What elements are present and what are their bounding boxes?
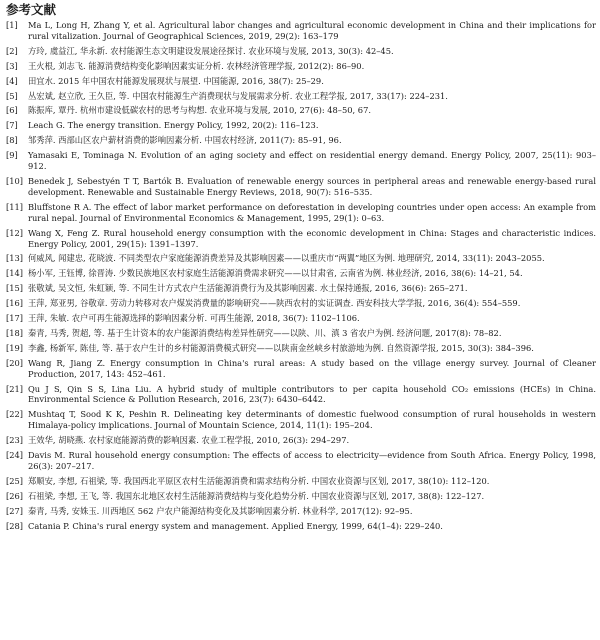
reference-entry [6,46,596,57]
reference-entry [6,228,596,250]
reference-text: 秦青, 马秀, 贺超, 等. 基于生计资本的农户能源消费结构差异性研究——以陕、川、滇 3 省农户为例. 经济问题, 2017(8): 78–82. [28,327,502,338]
reference-text: 郑顺安, 李想, 石祖梁, 等. 我国西北平原区农村生活能源消费和需求结构分析. 中国农业资源与区划, 2017, 38(10): 112–120. [28,475,490,486]
reference-text: 王效华, 胡晓燕. 农村家庭能源消费的影响因素. 农业工程学报, 2010, 26(3): 294–297. [28,435,350,446]
reference-text: 李鑫, 杨新军, 陈佳, 等. 基于农户生计的乡村能源消费模式研究——以陕南金丝峡乡村旅游地为例. 自然资源学报, 2015, 30(3): 384–396. [28,342,534,353]
reference-text: 方玲, 虞益江, 华永新. 农村能源生态文明建设发展途径探讨. 农业环境与发展, 2013, 30(3): 42–45. [28,45,394,56]
reference-text: 田宜水. 2015 年中国农村能源发展现状与展望. 中国能源, 2016, 38(7): 25–29. [28,75,324,86]
reference-number: [22] [6,409,24,420]
reference-number: [15] [6,283,24,294]
reference-number: [26] [6,490,24,501]
reference-number: [2] [6,45,18,56]
reference-entry [6,491,596,502]
reference-text: Yamasaki E, Tominaga N. Evolution of an aging society and effect on residential energy demand. Energy Policy, 2007, 25(11): 903–912. [28,150,596,172]
reference-entry [6,268,596,279]
reference-number: [13] [6,253,24,264]
reference-number: [19] [6,342,24,353]
reference-entry [6,150,596,172]
reference-number: [3] [6,60,18,71]
reference-entry [6,120,596,131]
reference-entry [6,343,596,354]
reference-number: [23] [6,435,24,446]
reference-text: Qu J S, Qin S S, Lina Liu. A hybrid study of multiple contributors to per capita household CO₂ emissions (HCEs) in China. Environmental Science & Pollution Research, 2016, 23(7): 6430–6442. [28,383,596,405]
reference-text: Davis M. Rural household energy consumption: The effects of access to electricity—evidence from South Africa. Energy Policy, 1998, 26(3): 207–217. [28,450,596,471]
reference-number: [1] [6,20,18,30]
reference-text: Ma L, Long H, Zhang Y, et al. Agricultural labor changes and agricultural economic development in China and their implications for rural vitalization. Journal of Geographical Sciences, 2019, 29(2): 163–179 [28,20,596,41]
reference-entry [6,20,596,42]
reference-entry [6,298,596,309]
reference-number: [5] [6,90,18,101]
reference-number: [9] [6,150,18,161]
reference-text: Benedek J, Sebestyén T T, Bartók B. Evaluation of renewable energy sources in peripheral areas and renewable energy-based rural development. Renewable and Sustainable Energy Reviews, 2018, 90(7): 516–535. [28,175,596,197]
reference-entry [6,91,596,102]
reference-number: [7] [6,120,18,131]
references-heading: 参考文献 [6,2,57,17]
reference-entry [6,176,596,198]
reference-list [6,20,596,532]
reference-entry [6,506,596,517]
reference-entry [6,476,596,487]
reference-number: [18] [6,327,24,338]
reference-number: [27] [6,505,24,516]
reference-entry [6,283,596,294]
reference-number: [16] [6,298,24,309]
reference-entry [6,313,596,324]
reference-text: Wang R, Jiang Z. Energy consumption in China's rural areas: A study based on the village energy survey. Journal of Cleaner Production, 2017, 143: 452–461. [28,357,596,379]
reference-number: [4] [6,75,18,86]
reference-number: [20] [6,357,24,368]
reference-number: [8] [6,135,18,146]
reference-number: [6] [6,105,18,116]
reference-text: 陈振库, 覃丹. 杭州市建设低碳农村的思考与构想. 农业环境与发展, 2010, 27(6): 48–50, 67. [28,105,371,116]
reference-entry [6,61,596,72]
reference-number: [28] [6,520,24,531]
reference-text: Bluffstone R A. The effect of labor market performance on deforestation in developing countries under open access: An example from rural nepal. Journal of Environmental Economics & Management, 1995, 29(1): 0–63. [28,201,596,223]
reference-text: Wang X, Feng Z. Rural household energy consumption with the economic development in China: Stages and characteristic indices. Energy Policy, 2001, 29(15): 1391–1397. [28,227,596,249]
reference-text: 何威风, 闻建忠, 花晓波. 不同类型农户家庭能源消费差异及其影响因素——以重庆市“两翼”地区为例. 地理研究, 2014, 33(11): 2043–2055. [28,253,545,264]
reference-entry [6,409,596,431]
reference-entry [6,253,596,264]
reference-entry [6,358,596,380]
reference-number: [12] [6,227,24,238]
reference-text: 秦青, 马秀, 安姝玉. 川西地区 562 户农户能源结构变化及其影响因素分析. 林业科学, 2017(12): 92–95. [28,505,413,516]
reference-number: [11] [6,201,24,212]
reference-number: [14] [6,268,24,279]
reference-text: 石祖梁, 李想, 王飞, 等. 我国东北地区农村生活能源消费结构与变化趋势分析. 中国农业资源与区划, 2017, 38(8): 122–127. [28,490,485,501]
reference-text: 邹秀萍. 西部山区农户薪材消费的影响因素分析. 中国农村经济, 2011(7): 85–91, 96. [28,135,342,146]
reference-text: Mushtaq T, Sood K K, Peshin R. Delineating key determinants of domestic fuelwood consumption of rural households in western Himalaya-policy implications. Journal of Mountain Science, 2014, 11(1): 195–204. [28,409,596,431]
reference-text: 王火根, 刘志飞. 能源消费结构变化影响因素实证分析. 农林经济管理学报, 2012(2): 86–90. [28,60,365,71]
reference-entry [6,105,596,116]
reference-number: [17] [6,313,24,324]
reference-entry [6,76,596,87]
reference-text: Catania P. China's rural energy system and management. Applied Energy, 1999, 64(1–4): 229–240. [28,520,443,531]
reference-number: [24] [6,450,24,461]
reference-text: 杨小军, 王钰博, 徐晋涛. 少数民族地区农村家庭生活能源消费需求研究——以甘肃省, 云南省为例. 林业经济, 2016, 38(6): 14–21, 54. [28,268,523,279]
reference-text: 王萍, 朱敏. 农户可再生能源选择的影响因素分析. 可再生能源, 2018, 36(7): 1102–1106. [28,313,360,324]
reference-text: Leach G. The energy transition. Energy Policy, 1992, 20(2): 116–123. [28,120,319,131]
reference-number: [25] [6,475,24,486]
reference-number: [21] [6,383,24,394]
reference-text: 丛宏斌, 赵立欣, 王久臣, 等. 中国农村能源生产消费现状与发展需求分析. 农业工程学报, 2017, 33(17): 224–231. [28,90,448,101]
reference-entry [6,384,596,406]
reference-text: 张敬斌, 吴文恒, 朱虹颖, 等. 不同生计方式农户生活能源消费行为及其影响因素. 水土保持通报, 2016, 36(6): 265–271. [28,283,468,294]
reference-entry [6,328,596,339]
reference-entry [6,202,596,224]
reference-entry [6,435,596,446]
reference-entry [6,521,596,532]
reference-entry [6,135,596,146]
reference-entry [6,450,596,472]
reference-number: [10] [6,175,24,186]
reference-text: 王萍, 郑亚男, 谷敬章. 劳动力转移对农户煤炭消费量的影响研究——陕西农村的实证调查. 西安科技大学学报, 2016, 36(4): 554–559. [28,298,521,309]
